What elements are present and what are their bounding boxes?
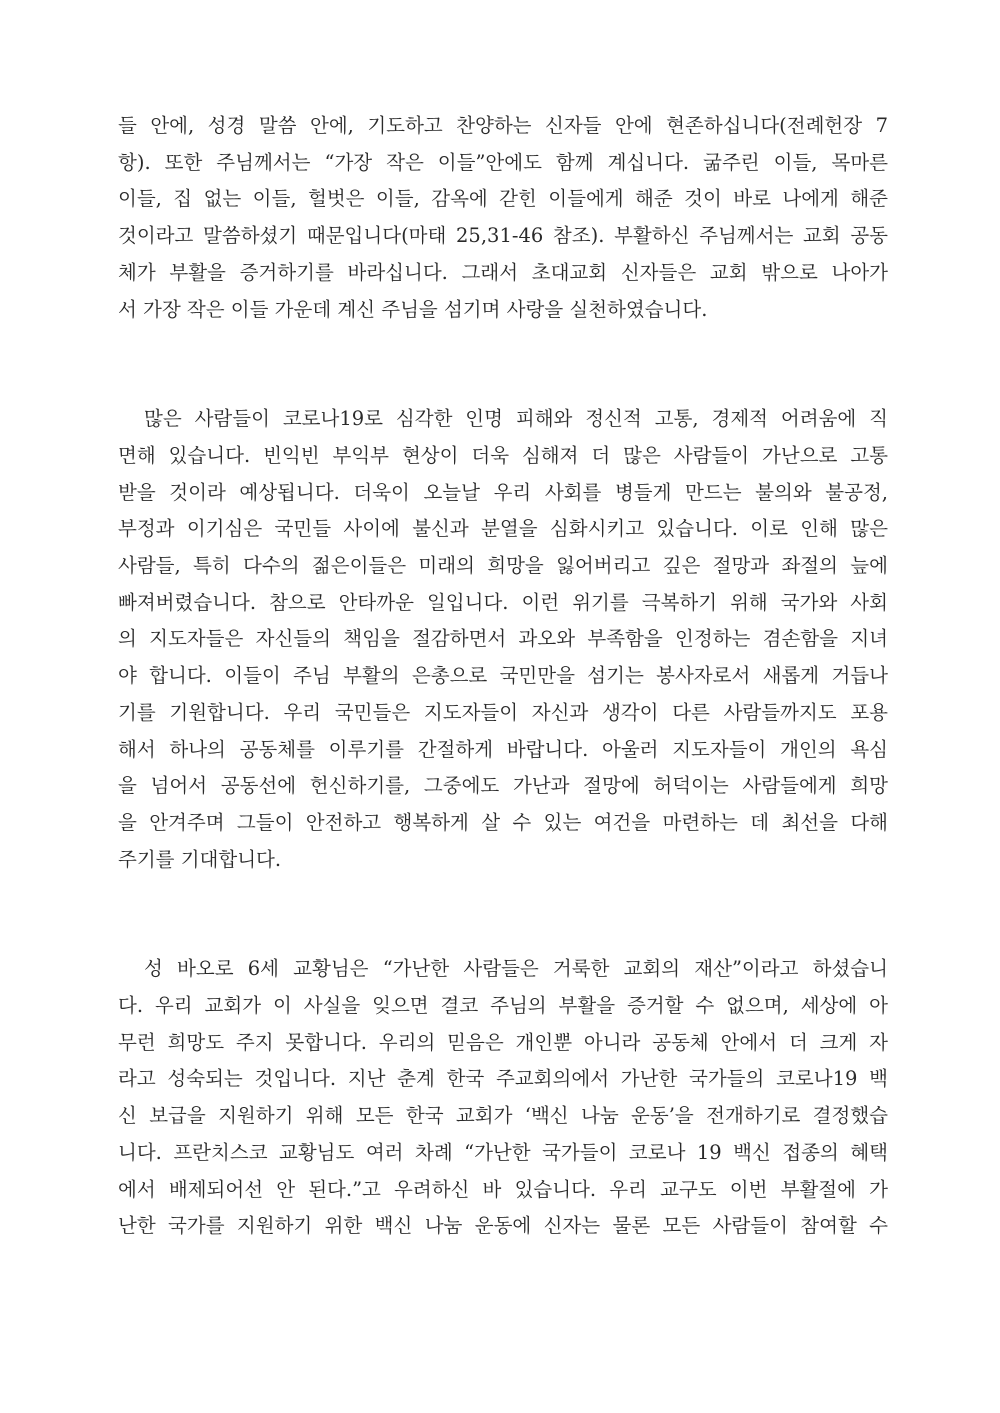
text-line: 무런 희망도 주지 못합니다. 우리의 믿음은 개인뿐 아니라 공동체 안에서 더 크게 자: [118, 1030, 888, 1054]
paragraph-3: [118, 951, 888, 1245]
text-line: 기를 기원합니다. 우리 국민들은 지도자들이 자신과 생각이 다른 사람들까지도 포용: [118, 700, 888, 724]
paragraph-2: [118, 401, 888, 878]
text-line: 서 가장 작은 이들 가운데 계신 주님을 섬기며 사랑을 실천하였습니다.: [118, 297, 708, 321]
text-line: 라고 성숙되는 것입니다. 지난 춘계 한국 주교회의에서 가난한 국가들의 코로나19 백: [118, 1067, 888, 1091]
paragraph-gap: [118, 878, 888, 951]
text-line: 을 넘어서 공동선에 헌신하기를, 그중에도 가난과 절망에 허덕이는 사람들에게 희망: [118, 774, 888, 798]
text-line: 많은 사람들이 코로나19로 심각한 인명 피해와 정신적 고통, 경제적 어려움에 직: [144, 407, 888, 431]
paragraph-gap: [118, 328, 888, 401]
text-line: 의 지도자들은 자신들의 책임을 절감하면서 과오와 부족함을 인정하는 겸손함을 지녀: [118, 627, 888, 651]
text-line: 사람들, 특히 다수의 젊은이들은 미래의 희망을 잃어버리고 깊은 절망과 좌절의 늪에: [118, 554, 888, 578]
text-line: 에서 배제되어선 안 된다.”고 우려하신 바 있습니다. 우리 교구도 이번 부활절에 가: [118, 1177, 888, 1201]
text-line: 난한 국가를 지원하기 위한 백신 나눔 운동에 신자는 물론 모든 사람들이 참여할 수: [118, 1214, 888, 1238]
text-line: 이들, 집 없는 이들, 헐벗은 이들, 감옥에 갇힌 이들에게 해준 것이 바로 나에게 해준: [118, 187, 888, 211]
text-line: 것이라고 말씀하셨기 때문입니다(마태 25,31-46 참조). 부활하신 주님께서는 교회 공동: [118, 224, 888, 248]
document-page: [118, 108, 888, 1245]
text-line: 면해 있습니다. 빈익빈 부익부 현상이 더욱 심해져 더 많은 사람들이 가난으로 고통: [118, 443, 888, 467]
text-line: 야 합니다. 이들이 주님 부활의 은총으로 국민만을 섬기는 봉사자로서 새롭게 거듭나: [118, 664, 888, 688]
text-line: 체가 부활을 증거하기를 바라십니다. 그래서 초대교회 신자들은 교회 밖으로 나아가: [118, 260, 888, 284]
text-line: 을 안겨주며 그들이 안전하고 행복하게 살 수 있는 여건을 마련하는 데 최선을 다해: [118, 810, 888, 834]
text-line: 성 바오로 6세 교황님은 “가난한 사람들은 거룩한 교회의 재산”이라고 하셨습니: [144, 957, 888, 981]
text-line: 신 보급을 지원하기 위해 모든 한국 교회가 ‘백신 나눔 운동’을 전개하기로 결정했습: [118, 1104, 888, 1128]
text-line: 주기를 기대합니다.: [118, 847, 282, 871]
text-line: 빠져버렸습니다. 참으로 안타까운 일입니다. 이런 위기를 극복하기 위해 국가와 사회: [118, 590, 888, 614]
text-line: 받을 것이라 예상됩니다. 더욱이 오늘날 우리 사회를 병들게 만드는 불의와 불공정,: [118, 480, 888, 504]
text-line: 항). 또한 주님께서는 “가장 작은 이들”안에도 함께 계십니다. 굶주린 이들, 목마른: [118, 150, 888, 174]
text-line: 해서 하나의 공동체를 이루기를 간절하게 바랍니다. 아울러 지도자들이 개인의 욕심: [118, 737, 888, 761]
paragraph-1: [118, 108, 888, 328]
text-line: 니다. 프란치스코 교황님도 여러 차례 “가난한 국가들이 코로나 19 백신 접종의 혜택: [118, 1140, 888, 1164]
text-line: 부정과 이기심은 국민들 사이에 불신과 분열을 심화시키고 있습니다. 이로 인해 많은: [118, 517, 888, 541]
text-line: 다. 우리 교회가 이 사실을 잊으면 결코 주님의 부활을 증거할 수 없으며, 세상에 아: [118, 994, 888, 1018]
text-line: 들 안에, 성경 말씀 안에, 기도하고 찬양하는 신자들 안에 현존하십니다(전례헌장 7: [118, 114, 888, 137]
